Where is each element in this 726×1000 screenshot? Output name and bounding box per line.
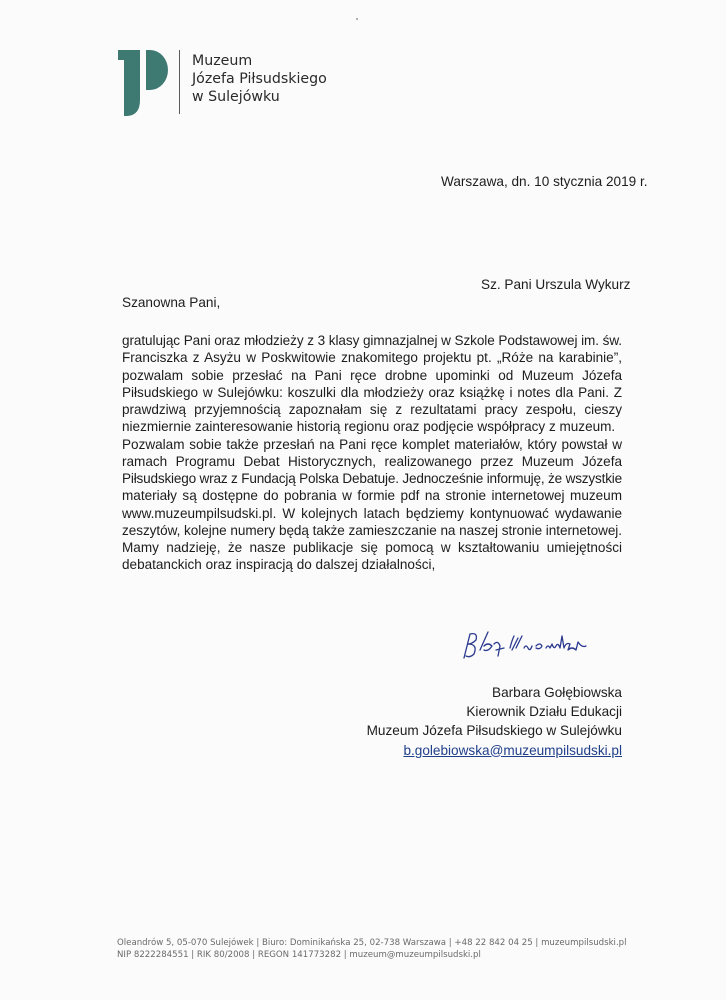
body-line: niezmiernie zainteresowanie historią regionu oraz podjęcie współpracy z muzeum. [122,419,616,435]
handwritten-signature-icon [458,628,598,664]
body-line: gratulując Pani oraz młodzieży z 3 klasy gimnazjalnej w Szkole Podstawowej im. św. [122,333,622,348]
footer-registration-line: NIP 8222284551 | RIK 80/2008 | REGON 141773282 | muzeum@muzeumpilsudski.pl [117,950,481,960]
recipient: Sz. Pani Urszula Wykurz [481,277,631,292]
body-line: zeszytów, kolejne numery będą także zamieszczanie na naszej stronie internetowej. [122,522,622,538]
signature-stroke [546,636,586,650]
body-line: Pozwalam sobie także przesłań na Pani ręce komplet materiałów, który powstał w [122,436,622,452]
letterhead-footer [117,937,627,961]
body-line: debatanckich oraz inspiracją do dalszej działalności, [122,557,436,573]
salutation: Szanowna Pani, [122,295,221,310]
body-line: Mamy nadzieję, że nasze publikacje się pomocą w kształtowaniu umiejętności [122,540,622,555]
body-line: Piłsudskiego wraz z Fundacją Polska Debatuje. Jednocześnie informuję, że wszystkie [122,471,622,486]
signer-organization: Muzeum Józefa Piłsudskiego w Sulejówku [366,723,622,739]
signer-name: Barbara Gołębiowska [492,685,622,700]
footer-address-line: Oleandrów 5, 05-070 Sulejówek | Biuro: Dominikańska 25, 02-738 Warszawa | +48 22 842 04 25 | muzeumpilsudski.pl [117,938,627,948]
museum-name [192,52,327,106]
museum-name-line: Muzeum [192,53,253,69]
jp-monogram-icon [118,48,180,118]
date-line: Warszawa, dn. 10 stycznia 2019 r. [441,174,648,189]
body-line: ramach Programu Debat Historycznych, realizowanego przez Muzeum Józefa [122,453,622,469]
museum-name-line: w Sulejówku [192,89,280,105]
body-line: pozwalam sobie przesłać na Pani ręce drobne upominki od Muzeum Józefa [122,367,622,383]
signer-title: Kierownik Działu Edukacji [466,704,622,720]
logo-p-shape [146,50,168,90]
body-line: Franciszka z Asyżu w Poskwitowie znakomitego projektu pt. „Róże na karabinie”, [122,350,622,366]
body-line: prawdziwą przyjemnością zapoznałam się z rezultatami pracy zespołu, cieszy [122,402,622,417]
signature-stroke [480,632,504,656]
signature-stroke [464,634,476,658]
scan-speck [356,18,358,20]
letter-body [122,332,622,574]
body-line: materiały są dostępne do pobrania w formie pdf na stronie internetowej muzeum [122,488,622,504]
logo-divider [179,50,180,114]
signature-stroke [510,636,542,650]
body-line: www.muzeumpilsudski.pl. W kolejnych latach będziemy kontynuować wydawanie [122,505,622,521]
museum-name-line: Józefa Piłsudskiego [192,71,327,87]
signature-block [367,683,622,760]
body-line: Piłsudskiego w Sulejówku: koszulki dla młodzieży oraz książkę i notes dla Pani. Z [122,384,622,400]
logo-j-shape [118,50,140,116]
signer-email-link[interactable]: b.golebiowska@muzeumpilsudski.pl [403,742,622,758]
